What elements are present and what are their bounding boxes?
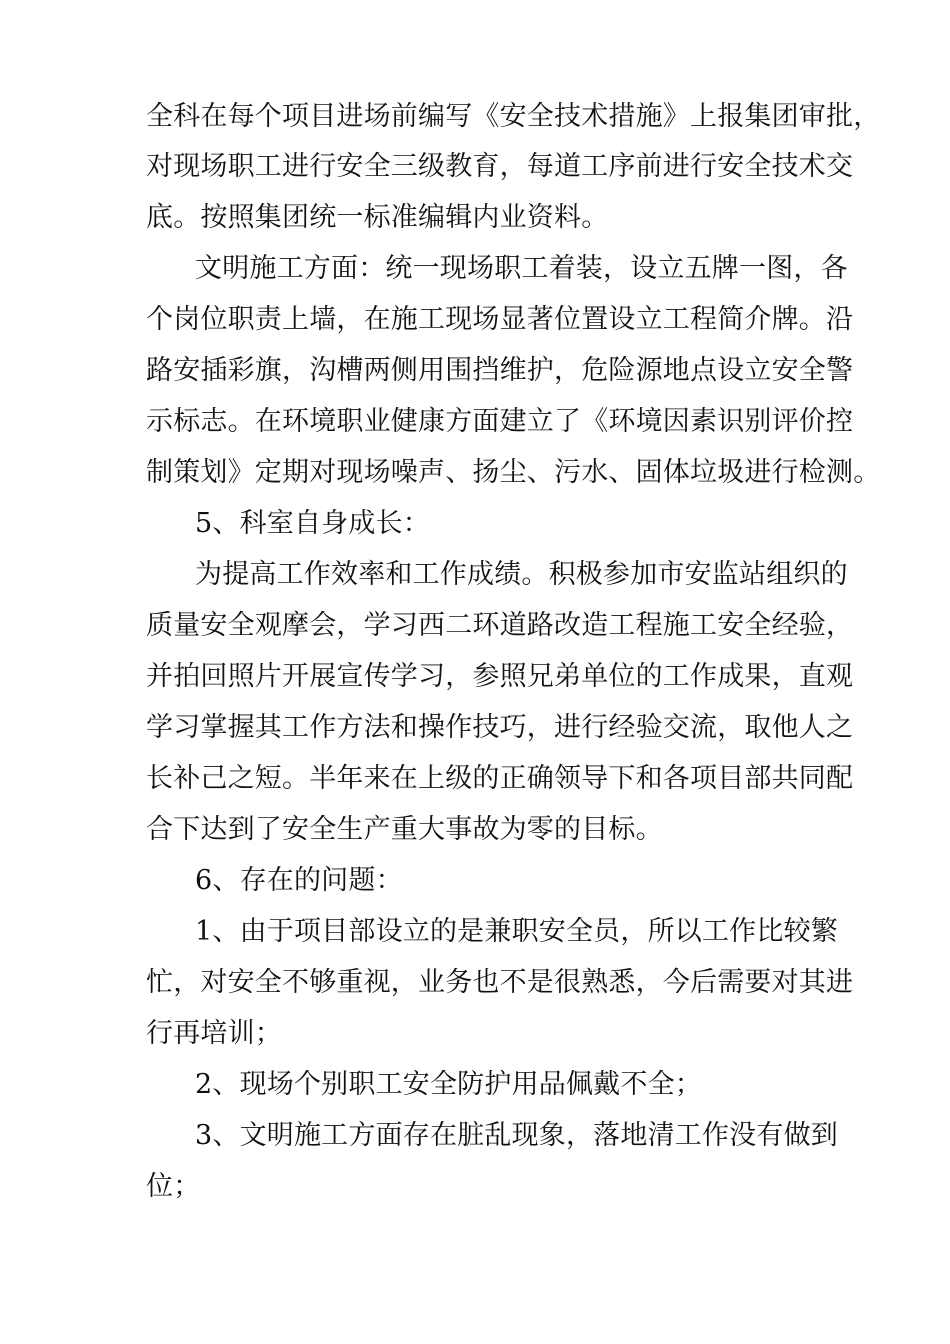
text-line: 3、文明施工方面存在脏乱现象，落地清工作没有做到 [195,1120,838,1151]
text-line: 并拍回照片开展宣传学习，参照兄弟单位的工作成果，直观 [146,661,854,692]
section-heading: 5、科室自身成长： [195,508,430,539]
text-line: 学习掌握其工作方法和操作技巧，进行经验交流，取他人之 [146,712,854,743]
text-line: 长补己之短。半年来在上级的正确领导下和各项目部共同配 [146,763,854,794]
text-line: 为提高工作效率和工作成绩。积极参加市安监站组织的 [195,559,848,590]
text-line: 质量安全观摩会，学习西二环道路改造工程施工安全经验， [146,610,854,641]
text-line: 2、现场个别职工安全防护用品佩戴不全； [195,1069,702,1100]
text-line: 个岗位职责上墙，在施工现场显著位置设立工程简介牌。沿 [146,304,854,335]
text-line: 1、由于项目部设立的是兼职安全员，所以工作比较繁 [195,916,838,947]
text-line: 对现场职工进行安全三级教育，每道工序前进行安全技术交 [146,151,854,182]
section-heading: 6、存在的问题： [195,865,403,896]
text-line: 位； [146,1171,201,1202]
text-line: 底。按照集团统一标准编辑内业资料。 [146,202,609,233]
text-line: 路安插彩旗，沟槽两侧用围挡维护，危险源地点设立安全警 [146,355,854,386]
text-line: 全科在每个项目进场前编写《安全技术措施》上报集团审批， [146,101,881,132]
text-line: 合下达到了安全生产重大事故为零的目标。 [146,814,663,845]
text-line: 行再培训； [146,1018,282,1049]
text-line: 忙，对安全不够重视，业务也不是很熟悉，今后需要对其进 [146,967,854,998]
text-line: 文明施工方面：统一现场职工着装，设立五牌一图，各 [195,253,848,284]
text-line: 制策划》定期对现场噪声、扬尘、污水、固体垃圾进行检测。 [146,457,881,488]
text-line: 示标志。在环境职业健康方面建立了《环境因素识别评价控 [146,406,854,437]
